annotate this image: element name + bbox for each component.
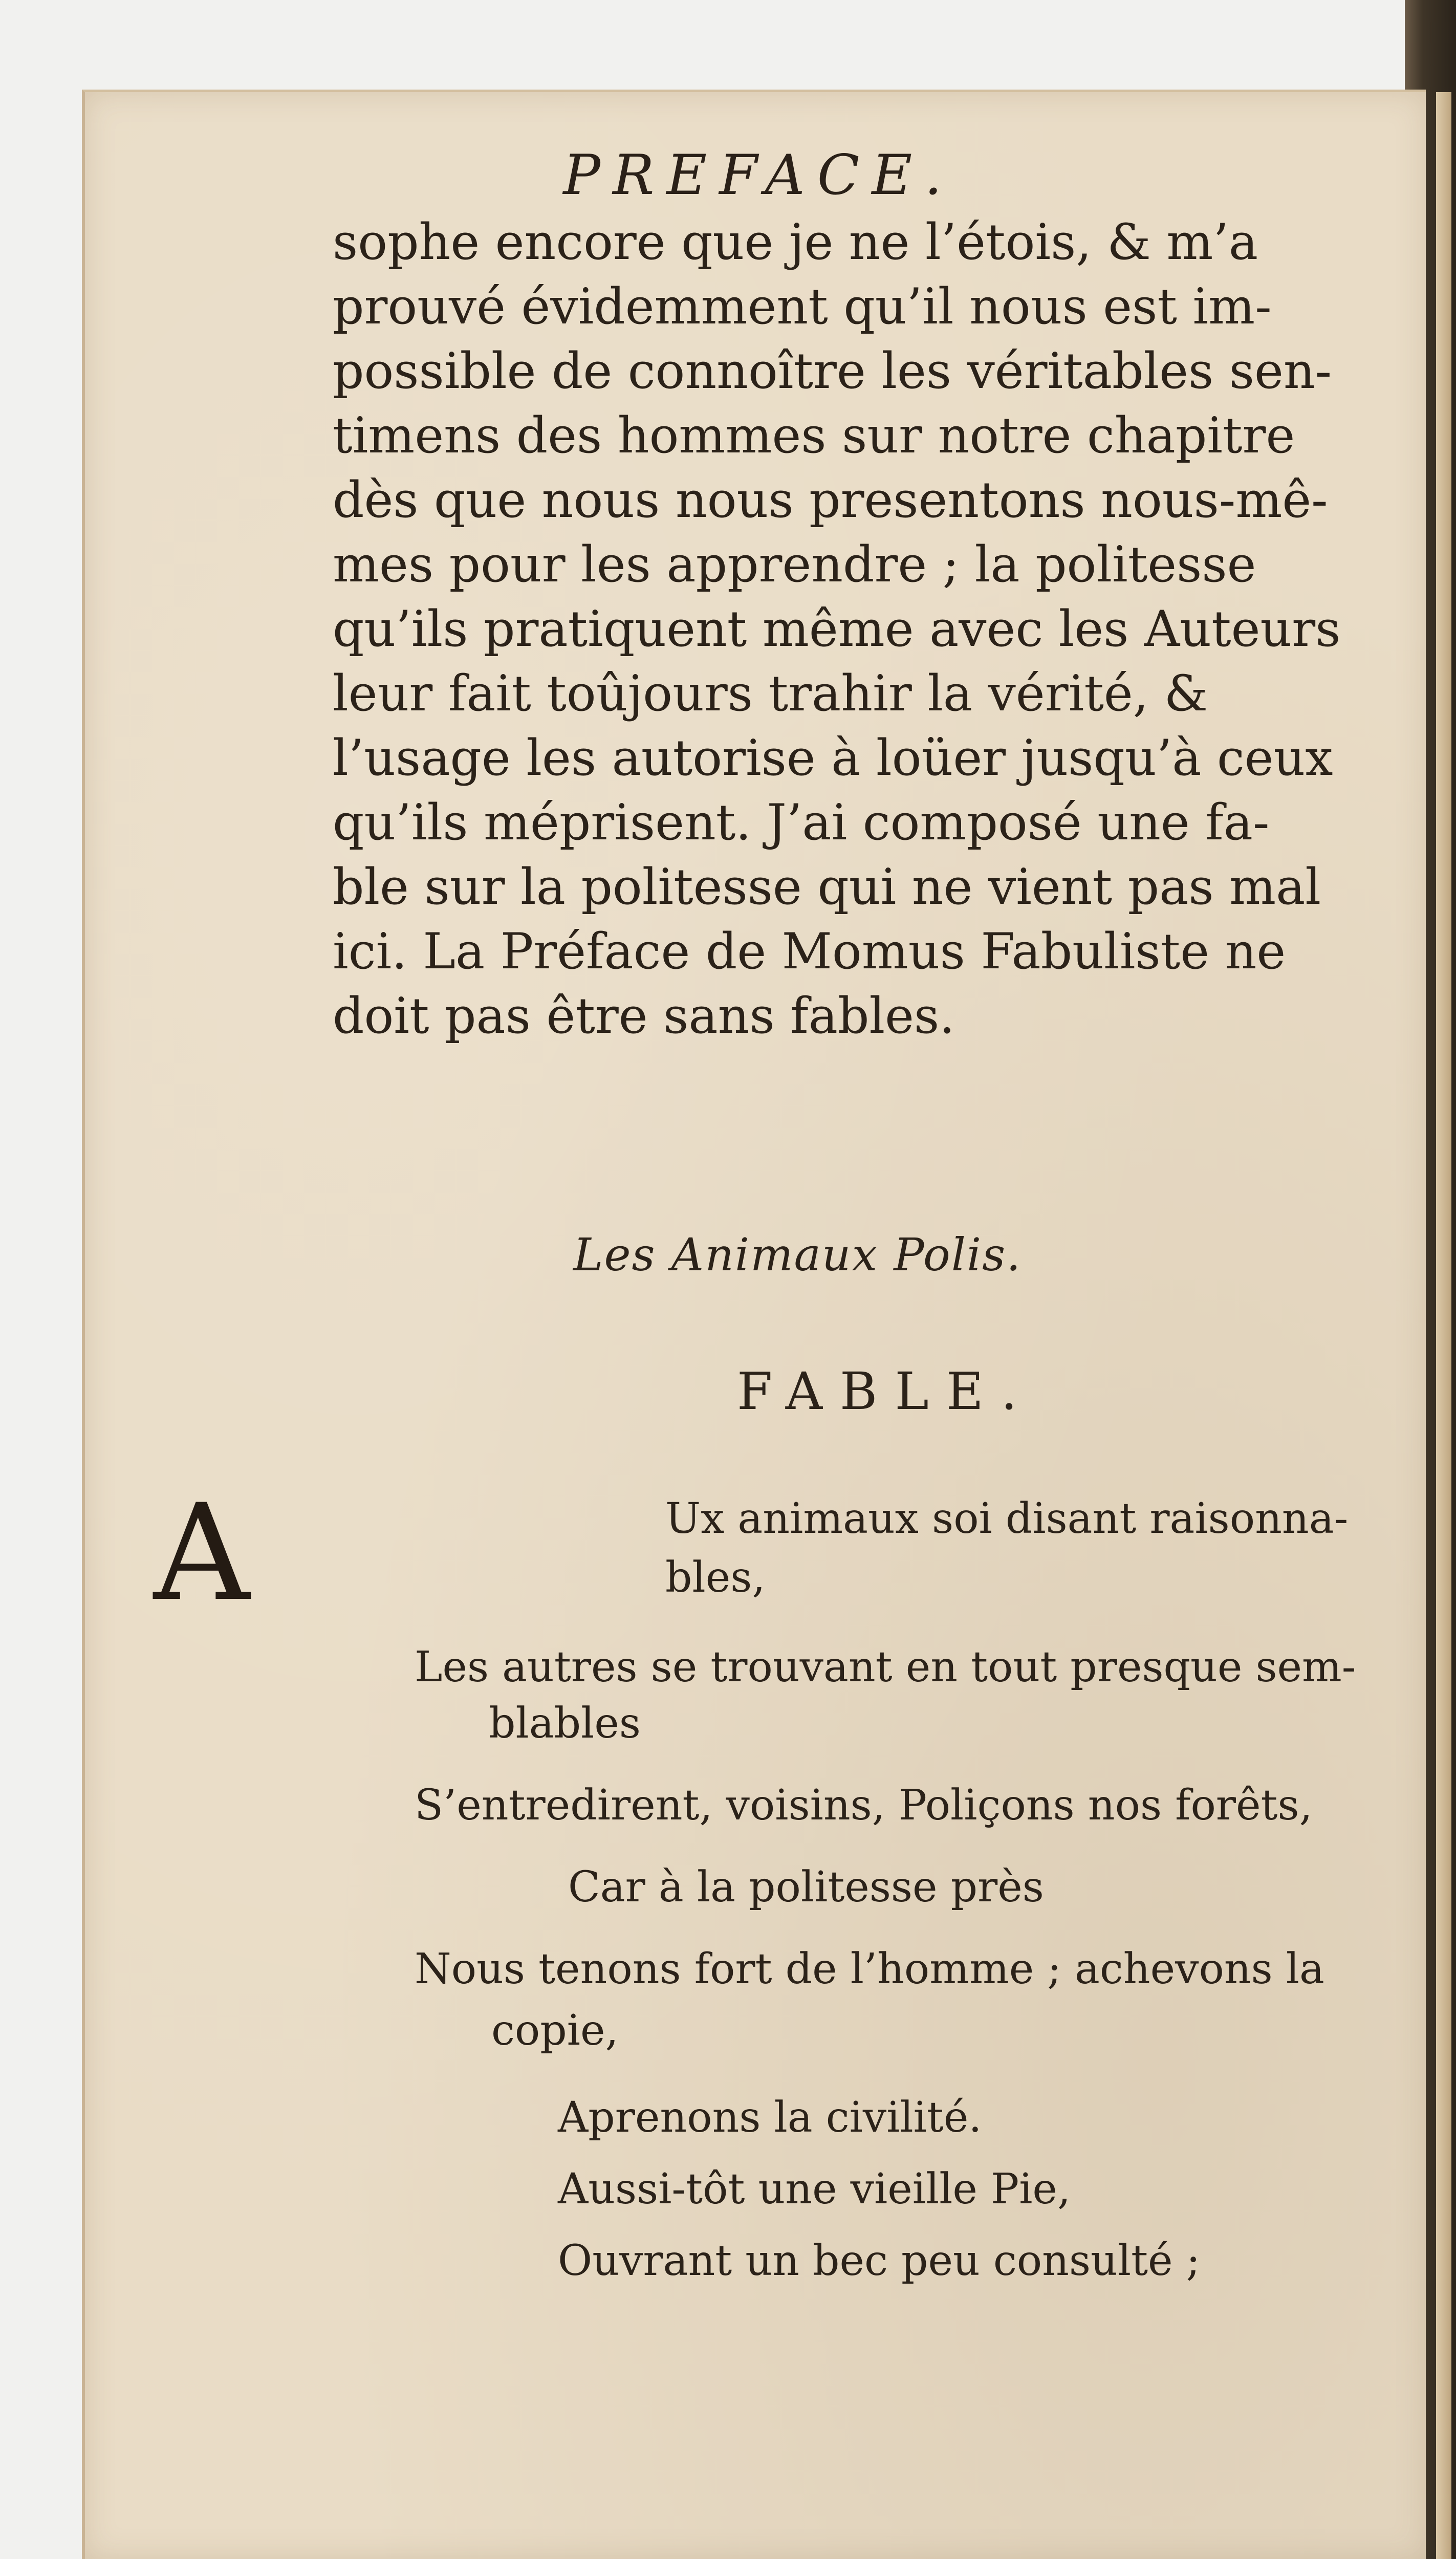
verse-line: Aprenons la civilité.	[558, 2093, 982, 2142]
verse-line: Les autres se trouvant en tout presque sem-	[415, 1643, 1356, 1691]
preface-line: leur fait toûjours trahir la vérité, &	[333, 665, 1208, 722]
preface-line: dès que nous nous presentons nous-mê-	[333, 471, 1328, 529]
fable-heading: FABLE.	[737, 1361, 1035, 1421]
verse-line: Car à la politesse près	[568, 1863, 1044, 1912]
preface-text	[333, 210, 1397, 1048]
preface-line: doit pas être sans fables.	[333, 987, 955, 1045]
preface-line: prouvé évidemment qu’il nous est im-	[333, 278, 1272, 335]
page-edge	[1436, 92, 1451, 2559]
running-head: PREFACE.	[563, 143, 954, 207]
preface-line: qu’ils pratiquent même avec les Auteurs	[333, 600, 1341, 658]
verse-line: copie,	[491, 2006, 619, 2055]
verse-line: bles,	[665, 1553, 766, 1602]
preface-line: mes pour les apprendre ; la politesse	[333, 536, 1256, 593]
verse-line: blables	[489, 1699, 641, 1748]
verse-line: Nous tenons fort de l’homme ; achevons la	[415, 1945, 1324, 1993]
preface-line: sophe encore que je ne l’étois, & m’a	[333, 213, 1258, 271]
drop-cap: A	[154, 1476, 250, 1631]
verse-line: S’entredirent, voisins, Poliçons nos forêts,	[415, 1781, 1313, 1830]
preface-line: timens des hommes sur notre chapitre	[333, 407, 1295, 464]
verse-line: Ouvrant un bec peu consulté ;	[558, 2237, 1201, 2285]
verse-line: Aussi-tôt une vieille Pie,	[558, 2165, 1071, 2214]
preface-line: possible de connoître les véritables sen-	[333, 342, 1332, 400]
preface-line: qu’ils méprisent. J’ai composé une fa-	[333, 794, 1270, 851]
fable-title: Les Animaux Polis.	[573, 1228, 1022, 1281]
verse-line: Ux animaux soi disant raisonna-	[665, 1494, 1349, 1543]
preface-line: ble sur la politesse qui ne vient pas mal	[333, 858, 1321, 916]
preface-line: ici. La Préface de Momus Fabuliste ne	[333, 923, 1286, 980]
preface-line: l’usage les autorise à loüer jusqu’à ceux	[333, 729, 1333, 787]
